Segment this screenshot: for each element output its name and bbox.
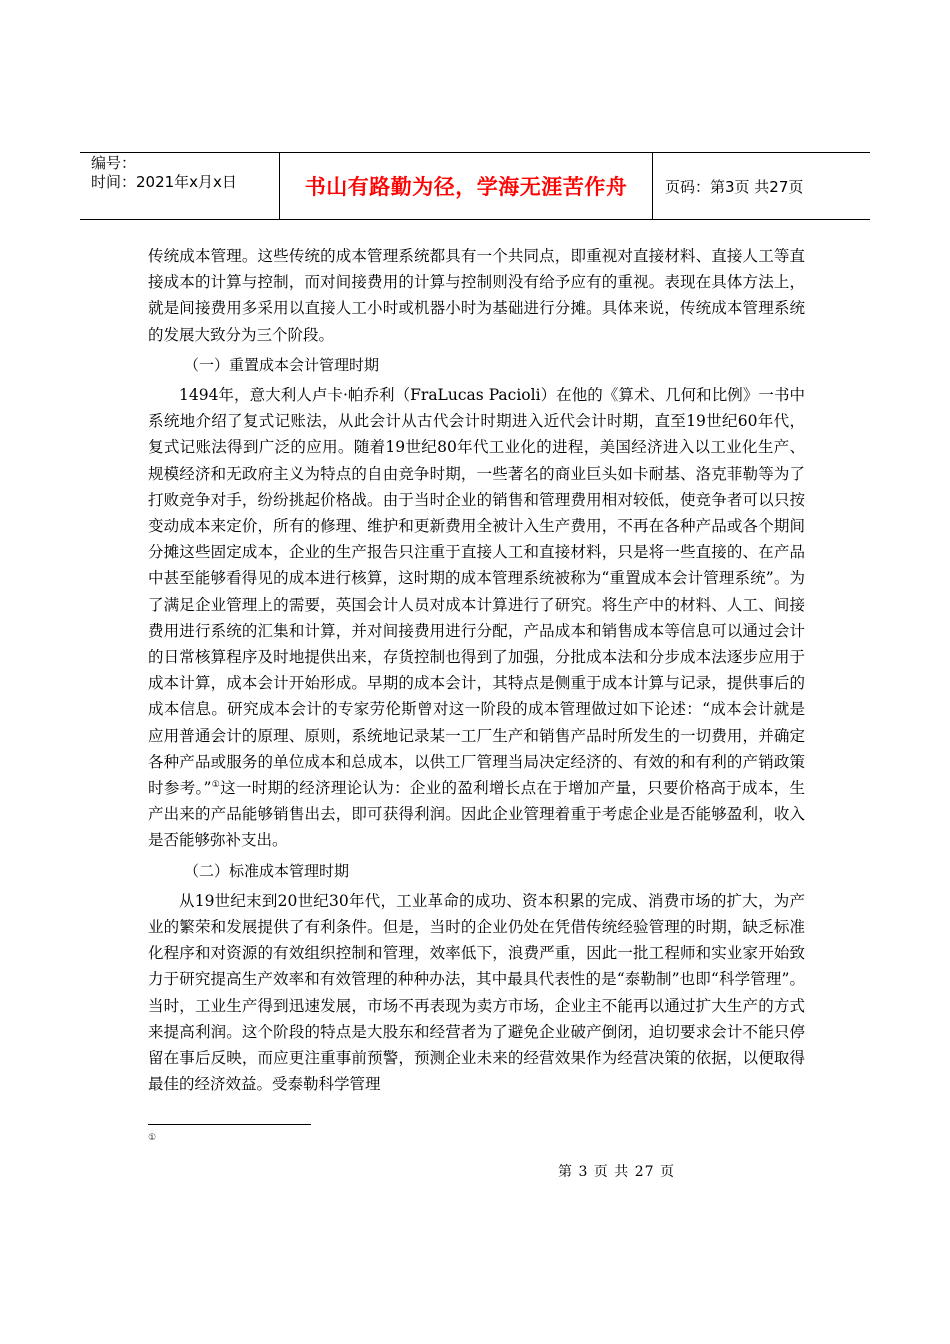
paragraph-section-1-part-a: 1494年，意大利人卢卡·帕乔利（FraLucas Pacioli）在他的《算术、几何和比例》一书中系统地介绍了复式记账法，从此会计从古代会计时期进入近代会计时期，直至19世纪60年代，复式记账法得到广泛的应用。随着19世纪80年代工业化的进程，美国经济进入以工业化生产、规模经济和无政府主义为特点的自由竞争时期，一些著名的商业巨头如卡耐基、洛克菲勒等为了打败竞争对手，纷纷挑起价格战。由于当时企业的销售和管理费用相对较低，使竞争者可以只按变动成本来定价，所有的修理、维护和更新费用全被计入生产费用，不再在各种产品或各个期间分摊这些固定成本，企业的生产报告只注重于直接人工和直接材料，只是将一些直接的、在产品中甚至能够看得见的成本进行核算，这时期的成本管理系统被称为“重置成本会计管理系统”。为了满足企业管理上的需要，英国会计人员对成本计算进行了研究。将生产中的材料、人工、间接费用进行系统的汇集和计算，并对间接费用进行分配，产品成本和销售成本等信息可以通过会计的日常核算程序及时地提供出来，存货控制也得到了加强，分批成本法和分步成本法逐步应用于成本计算，成本会计开始形成。早期的成本会计，其特点是侧重于成本计算与记录，提供事后的成本信息。研究成本会计的专家劳伦斯曾对这一阶段的成本管理做过如下论述：“成本会计就是应用普通会计的原理、原则，系统地记录某一工厂生产和销售产品时所发生的一切费用，并确定各种产品或服务的单位成本和总成本，以供工厂管理当局决定经济的、有效的和有利的产销政策时参考。” <box>148 386 805 798</box>
footnote-reference[interactable]: ① <box>211 780 221 791</box>
paragraph-section-2: 从19世纪末到20世纪30年代，工业革命的成功、资本积累的完成、消费市场的扩大，为产业的繁荣和发展提供了有利条件。但是，当时的企业仍处在凭借传统经验管理的时期，缺乏标准化程序和对资源的有效组织控制和管理，效率低下，浪费严重，因此一批工程师和实业家开始致力于研究提高生产效率和有效管理的种种办法，其中最具代表性的是“泰勒制”也即“科学管理”。当时，工业生产得到迅速发展，市场不再表现为卖方市场，企业主不能再以通过扩大生产的方式来提高利润。这个阶段的特点是大股东和经营者为了避免企业破产倒闭，迫切要求会计不能只停留在事后反映，而应更注重事前预警，预测企业未来的经营效果作为经营决策的依据，以便取得最佳的经济效益。受泰勒科学管理 <box>148 891 805 1094</box>
paragraph-intro: 传统成本管理。这些传统的成本管理系统都具有一个共同点，即重视对直接材料、直接人工等直接成本的计算与控制，而对间接费用的计算与控制则没有给予应有的重视。表现在具体方法上，就是间接费用多采用以直接人工小时或机器小时为基础进行分摊。具体来说，传统成本管理系统的发展大致分为三个阶段。 <box>148 247 805 344</box>
document-body <box>148 243 805 1098</box>
document-number-label: 编号： <box>91 154 137 172</box>
section-heading-2: （二）标准成本管理时期 <box>184 861 350 880</box>
footnote-divider <box>148 1124 311 1125</box>
paragraph-section-1-part-b: 这一时期的经济理论认为：企业的盈利增长点在于增加产量，只要价格高于成本，生产出来的产品能够销售出去，即可获得利润。因此企业管理着重于考虑企业是否能够盈利，收入是否能够弥补支出。 <box>148 779 805 850</box>
section-heading-1: （一）重置成本会计管理时期 <box>184 355 380 374</box>
header-page-info: 页码：第3页 共27页 <box>665 177 804 196</box>
header-table <box>80 152 870 220</box>
page-footer: 第 3 页 共 27 页 <box>558 1164 675 1180</box>
header-meta-cell <box>80 153 280 219</box>
paragraph-section-1 <box>148 382 805 854</box>
footnote-mark: ① <box>148 1133 157 1143</box>
document-date: 时间：2021年x月x日 <box>91 173 237 191</box>
header-motto: 书山有路勤为径，学海无涯苦作舟 <box>280 153 653 219</box>
